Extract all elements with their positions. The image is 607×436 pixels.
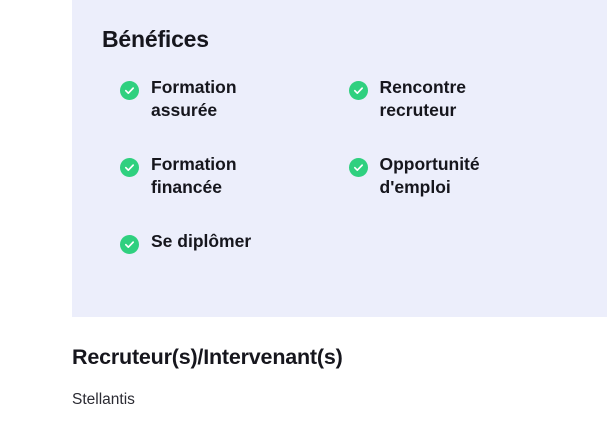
benefit-label: Formation financée bbox=[151, 153, 237, 198]
benefit-item bbox=[349, 76, 578, 123]
benefit-label: Formation assurée bbox=[151, 76, 237, 121]
benefit-label: Se diplômer bbox=[151, 231, 252, 252]
check-circle-icon bbox=[349, 81, 368, 100]
benefit-label: Opportunité d'emploi bbox=[379, 153, 480, 198]
benefits-title: Bénéfices bbox=[102, 26, 209, 52]
benefit-item bbox=[120, 230, 349, 254]
benefits-card bbox=[72, 0, 607, 317]
benefit-label: Rencontre recruteur bbox=[379, 76, 467, 121]
check-circle-icon bbox=[120, 158, 139, 177]
benefit-item bbox=[120, 76, 349, 123]
benefit-item bbox=[349, 153, 578, 200]
benefits-list bbox=[102, 76, 577, 285]
recruiters-section bbox=[72, 345, 592, 410]
recruiters-title: Recruteur(s)/Intervenant(s) bbox=[72, 345, 343, 369]
recruiter-name: Stellantis bbox=[72, 390, 135, 408]
benefit-item bbox=[120, 153, 349, 200]
check-circle-icon bbox=[349, 158, 368, 177]
check-circle-icon bbox=[120, 81, 139, 100]
check-circle-icon bbox=[120, 235, 139, 254]
